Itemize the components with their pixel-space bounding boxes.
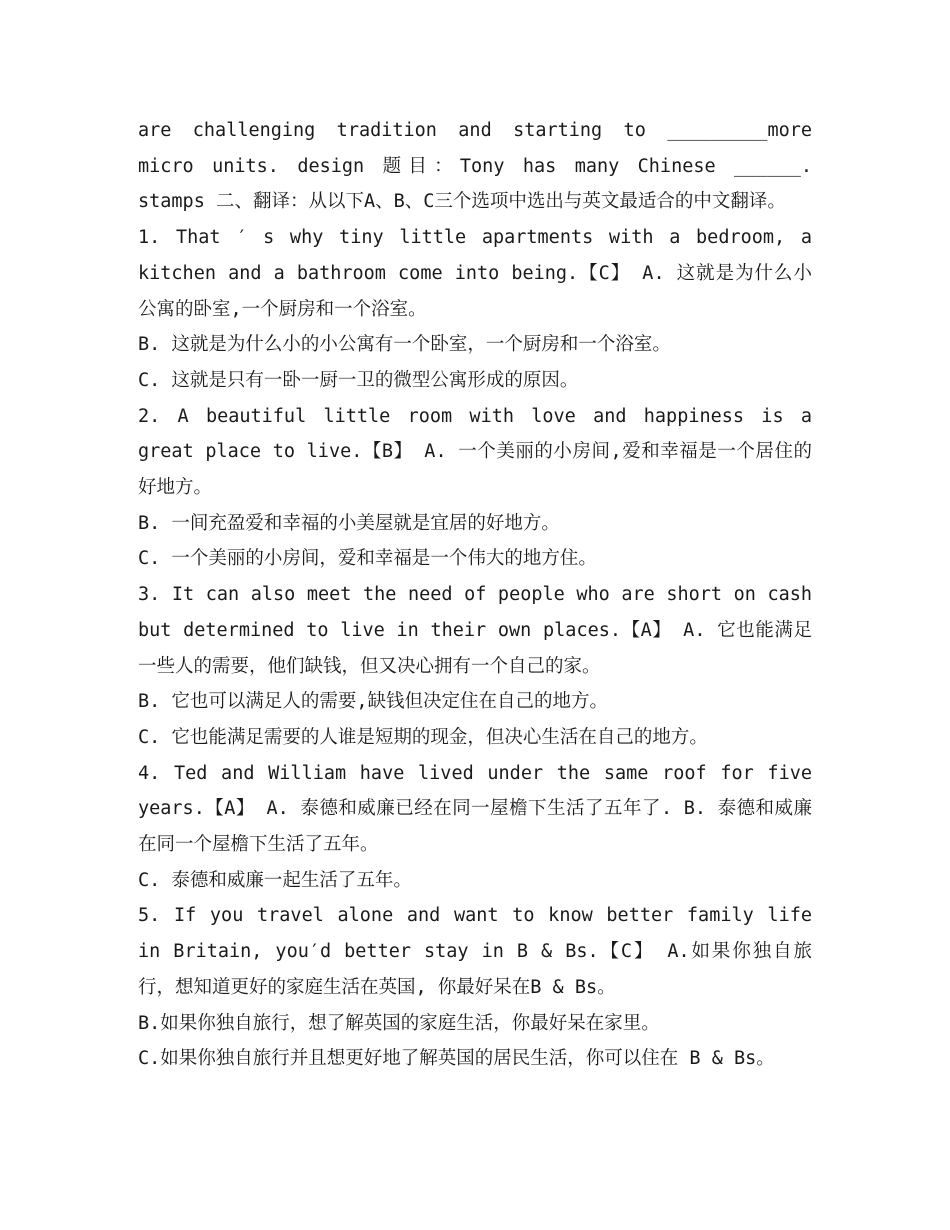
question-3-option-c: C. 它也能满足需要的人谁是短期的现金，但决心生活在自己的地方。 — [138, 726, 708, 748]
question-2-option-c: C. 一个美丽的小房间，爱和幸福是一个伟大的地方住。 — [138, 548, 597, 570]
question-1-option-b: B. 这就是为什么小的小公寓有一个卧室，一个厨房和一个浴室。 — [138, 334, 671, 356]
question-3-paragraph: 3. It can also meet the need of people who are short on cash but determined to live in their own places.【A】 A. 它也能满足一些人的需要，他们缺钱，但又决心拥有一个自己的家。 — [138, 584, 812, 677]
question-5-option-c: C.如果你独自旅行并且想更好地了解英国的居民生活，你可以住在 B & Bs。 — [138, 1048, 775, 1070]
question-2-paragraph: 2. A beautiful little room with love and happiness is a great place to live.【B】 A. 一个美丽的小房间,爱和幸福是一个居住的好地方。 — [138, 405, 812, 499]
intro-paragraph: are challenging tradition and starting to _________more micro units. design 题目：Tony has many Chinese ______. stamps 二、翻译：从以下A、B、C三个选项中选出与英文最适合的中文翻译。 — [138, 120, 812, 213]
question-2-option-b: B. 一间充盈爱和幸福的小美屋就是宜居的好地方。 — [138, 512, 560, 534]
question-1-option-c: C. 这就是只有一卧一厨一卫的微型公寓形成的原因。 — [138, 369, 579, 391]
question-4-paragraph: 4. Ted and William have lived under the same roof for five years.【A】 A. 泰德和威廉已经在同一屋檐下生活了五年了. B. 泰德和威廉在同一个屋檐下生活了五年。 — [138, 762, 812, 856]
question-3-option-b: B. 它也可以满足人的需要,缺钱但决定住在自己的地方。 — [138, 691, 609, 713]
document-page — [138, 113, 812, 1077]
question-1-paragraph: 1. That ′ s why tiny little apartments with a bedroom, a kitchen and a bathroom come into being.【C】 A. 这就是为什么小公寓的卧室,一个厨房和一个浴室。 — [138, 227, 812, 320]
question-5-option-b: B.如果你独自旅行，想了解英国的家庭生活，你最好呆在家里。 — [138, 1012, 660, 1034]
question-5-paragraph: 5. If you travel alone and want to know better family life in Britain, you′d better stay in B & Bs.【C】 A.如果你独自旅行，想知道更好的家庭生活在英国, 你最好呆在B & Bs。 — [138, 905, 812, 998]
question-4-option-c: C. 泰德和威廉一起生活了五年。 — [138, 869, 412, 891]
